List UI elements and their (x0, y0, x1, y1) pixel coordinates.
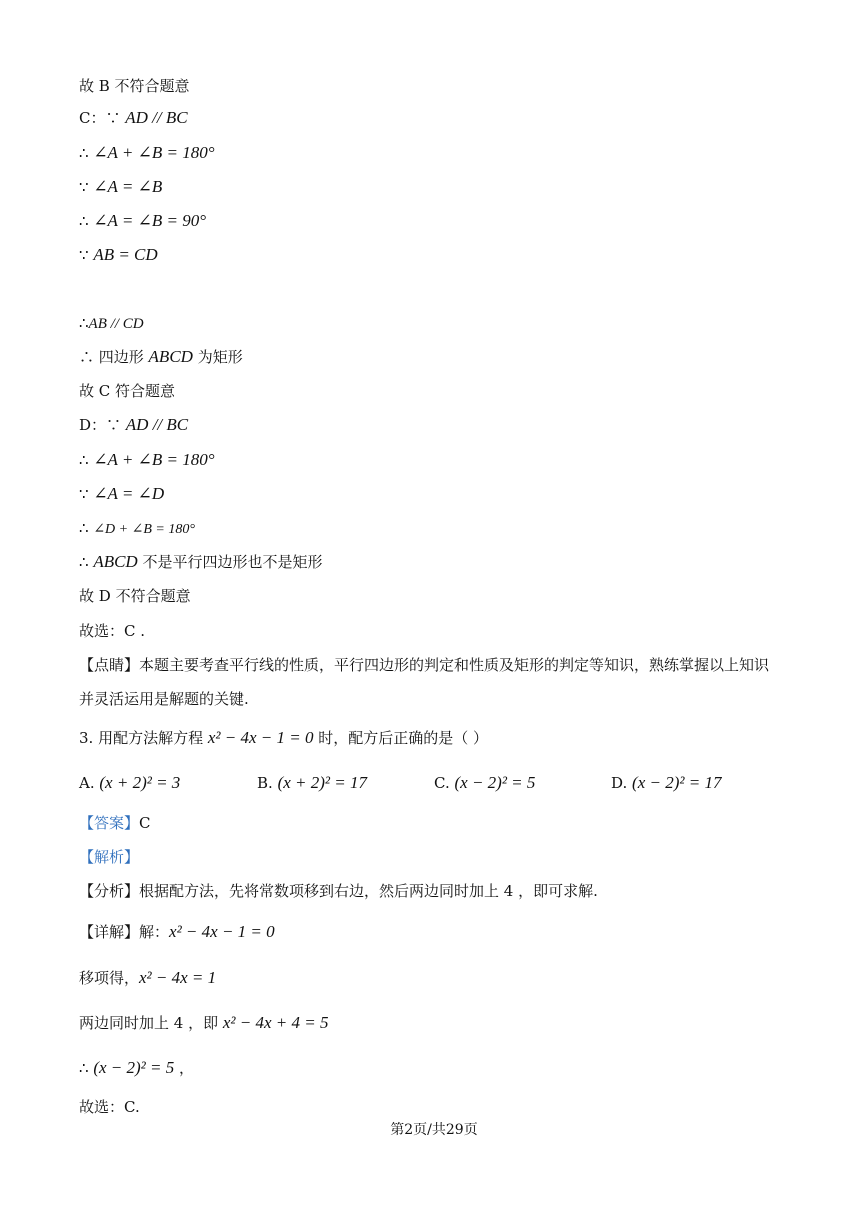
step-result-suffix: ， (174, 1059, 195, 1077)
dianjing-tag: 【点睛】 (79, 656, 140, 674)
xiangjie-prefix: 解： (139, 923, 170, 941)
line-c-parallel-math: AB // CD (88, 316, 144, 332)
line-c-angle-equal-prefix: ∵ (79, 178, 94, 196)
question-3 (79, 728, 488, 748)
line-c-sides-equal-prefix: ∵ (79, 246, 94, 264)
line-c-given-prefix: C：∵ (79, 109, 126, 127)
fenxi-line (79, 881, 598, 901)
line-c-conclusion: 故 C 符合题意 (79, 382, 176, 400)
answer-value: C (139, 814, 151, 832)
question-equation: x² − 4x − 1 = 0 (207, 728, 314, 747)
line-d-conclusion: 故 D 不符合题意 (79, 587, 191, 605)
line-c-right-angle-math: ∠A = ∠B = 90° (93, 211, 207, 230)
answer-tag: 【答案】 (79, 814, 140, 832)
line-b-conclusion: 故 B 不符合题意 (79, 77, 190, 95)
line-d-angle-sum (79, 450, 215, 470)
line-d-not-parallelogram (79, 552, 322, 572)
line-c-right-angle-prefix: ∴ (79, 212, 94, 230)
option-a-expr: (x + 2)² = 3 (99, 773, 181, 792)
line-d-angle-sum-prefix: ∴ (79, 451, 94, 469)
question-prefix: 3. 用配方法解方程 (79, 729, 208, 747)
line-dianjing-cont: 并灵活运用是解题的关键. (79, 690, 249, 708)
line-d-given-prefix: D：∵ (79, 416, 126, 434)
step-add-four-prefix: 两边同时加上 4 ，即 (79, 1014, 223, 1032)
line-c-right-angle (79, 211, 206, 231)
line-c-sides-equal (79, 245, 158, 265)
step-transpose-math: x² − 4x = 1 (139, 968, 217, 987)
xiangjie-equation: x² − 4x − 1 = 0 (169, 922, 275, 941)
line-d-angle-sum-2-math: ∠D + ∠B = 180° (93, 522, 195, 537)
xiangjie-tag: 【详解】 (79, 923, 140, 941)
line-d-angle-sum-math: ∠A + ∠B = 180° (93, 450, 215, 469)
page-footer: 第2页/共29页 (390, 1122, 478, 1138)
option-d-label: D. (611, 774, 628, 792)
line-c-angle-sum-math: ∠A + ∠B = 180° (93, 143, 215, 162)
line-d-given-math: AD // BC (125, 415, 189, 434)
line-d-not-parallelogram-prefix: ∴ (79, 553, 94, 571)
option-b (257, 773, 367, 793)
fenxi-tag: 【分析】 (79, 882, 140, 900)
line-choice: 故选：C . (79, 622, 146, 640)
line-d-angle-equal-math: ∠A = ∠D (93, 484, 165, 503)
step-result (79, 1058, 194, 1078)
option-a (79, 773, 180, 793)
step-result-prefix: ∴ (79, 1059, 94, 1077)
option-c (434, 773, 535, 793)
line-c-angle-sum (79, 143, 215, 163)
xiangjie-line (79, 922, 275, 942)
option-d (611, 773, 721, 793)
option-a-label: A. (79, 774, 95, 792)
line-c-rectangle (79, 347, 243, 367)
analysis-tag: 【解析】 (79, 848, 140, 866)
line-c-parallel (79, 313, 144, 334)
fenxi-text: 根据配方法，先将常数项移到右边，然后两边同时加上 4 ，即可求解. (139, 882, 598, 900)
line-d-angle-equal-prefix: ∵ (79, 485, 94, 503)
line-c-sides-equal-math: AB = CD (93, 245, 158, 264)
option-d-expr: (x − 2)² = 17 (632, 773, 722, 792)
answer-line (79, 813, 151, 833)
step-result-math: (x − 2)² = 5 (93, 1058, 175, 1077)
step-add-four (79, 1013, 328, 1033)
line-d-given (79, 415, 188, 435)
option-b-expr: (x + 2)² = 17 (277, 773, 367, 792)
line-dianjing (79, 655, 769, 675)
step-add-four-math: x² − 4x + 4 = 5 (222, 1013, 329, 1032)
step-choice: 故选：C. (79, 1098, 140, 1116)
dianjing-text: 本题主要考查平行线的性质，平行四边形的判定和性质及矩形的判定等知识，熟练掌握以上知识 (139, 656, 770, 674)
step-transpose (79, 968, 216, 988)
line-c-rectangle-math: ABCD (148, 347, 193, 366)
line-c-rectangle-prefix: ∴ 四边形 (79, 348, 149, 366)
line-d-angle-sum-2 (79, 518, 195, 540)
option-c-label: C. (434, 774, 450, 792)
line-c-angle-equal-math: ∠A = ∠B (93, 177, 163, 196)
line-c-given-math: AD // BC (125, 108, 188, 127)
line-d-not-parallelogram-math: ABCD (93, 552, 138, 571)
question-suffix: 时，配方后正确的是（ ） (313, 729, 489, 747)
line-c-parallel-prefix: ∴ (79, 314, 89, 332)
line-d-angle-equal (79, 484, 164, 504)
option-c-expr: (x − 2)² = 5 (454, 773, 536, 792)
line-d-not-parallelogram-suffix: 不是平行四边形也不是矩形 (137, 553, 323, 571)
step-transpose-prefix: 移项得， (79, 969, 140, 987)
line-c-angle-equal (79, 177, 162, 197)
line-c-given (79, 108, 188, 128)
line-c-rectangle-suffix: 为矩形 (192, 348, 243, 366)
option-b-label: B. (257, 774, 273, 792)
line-c-angle-sum-prefix: ∴ (79, 144, 94, 162)
line-d-angle-sum-2-prefix: ∴ (79, 519, 94, 537)
